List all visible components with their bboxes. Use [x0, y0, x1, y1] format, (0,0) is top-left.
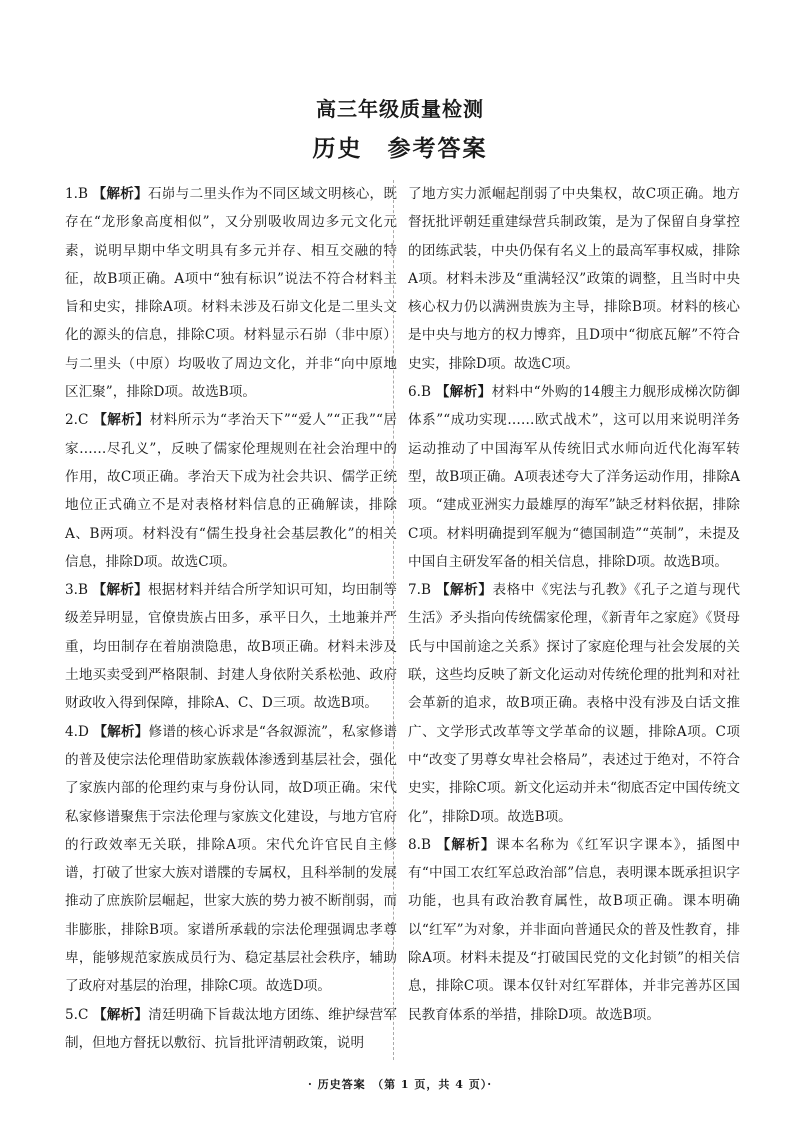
- subject-title: 历史 参考答案: [312, 135, 488, 162]
- answer-item-5-continued: [408, 180, 740, 378]
- answer-number: 4.D: [65, 723, 89, 740]
- answer-number: 2.C: [65, 412, 89, 429]
- answer-number: 5.C: [65, 1006, 89, 1023]
- answer-number: 1.B: [65, 186, 88, 202]
- answer-number: 3.B: [65, 582, 88, 599]
- answer-item-1: [65, 180, 397, 406]
- answer-item-7: [408, 576, 740, 831]
- column-divider: [393, 180, 394, 1060]
- answer-item-6: [408, 378, 740, 576]
- analysis-tag: 【解析】: [436, 836, 496, 853]
- answer-text: 石峁与二里头作为不同区域文明核心，既存在“龙形象高度相似”，又分别吸收周边多元文化元素，说明早期中华文明具有多元并存、相互交融的特征，故B项正确。A项中“独有标识”说法不符合材料主旨和史实，排除A项。材料未涉及石峁文化是二里头文化的源头的信息，排除C项。材料显示石峁（非中原）与二里头（中原）均吸收了周边文化，并非“向中原地区汇聚”，排除D项。故选B项。: [65, 186, 397, 401]
- analysis-tag: 【解析】: [93, 412, 150, 429]
- right-column: [408, 180, 740, 1029]
- left-column: [65, 180, 397, 1057]
- analysis-tag: 【解析】: [435, 384, 492, 401]
- answer-number: 8.B: [408, 836, 431, 853]
- analysis-tag: 【解析】: [435, 582, 493, 599]
- answer-text: 清廷明确下旨裁汰地方团练、维护绿营军制，但地方督抚以敷衍、抗旨批评清朝政策，说明: [65, 1006, 397, 1051]
- answer-text: 材料中“外购的14艘主力舰形成梯次防御体系”“成功实现……欧式战术”，这可以用来说明洋务运动推动了中国海军从传统旧式水师向近代化海军转型，故B项正确。A项表述夸大了洋务运动作用，排除A项。“建成亚洲实力最雄厚的海军”缺乏材料依据，排除C项。材料明确提到军舰为“德国制造”“英制”，未提及中国自主研发军备的相关信息，排除D项。故选B项。: [408, 384, 740, 570]
- answer-item-5: [65, 1001, 397, 1058]
- analysis-tag: 【解析】: [92, 186, 148, 202]
- analysis-tag: 【解析】: [92, 582, 148, 599]
- analysis-tag: 【解析】: [92, 1006, 149, 1023]
- answer-item-3: [65, 576, 397, 717]
- answer-text: 材料所示为“孝治天下”“爱人”“正我”“居家……尽孔义”，反映了儒家伦理规则在社会治理中的作用，故C项正确。孝治天下成为社会共识、儒学正统地位正式确立不是对表格材料信息的正确解读，排除A、B两项。材料没有“儒生投身社会基层教化”的相关信息，排除D项。故选C项。: [65, 412, 398, 570]
- answer-text: 表格中《宪法与孔教》《孔子之道与现代生活》矛头指向传统儒家伦理，《新青年之家庭》《贤母氏与中国前途之关系》探讨了家庭伦理与社会发展的关联，这些均反映了新文化运动对传统伦理的批判和对社会革新的追求，故B项正确。表格中没有涉及白话文推广、文学形式改革等文学革命的议题，排除A项。C项中“改变了男尊女卑社会格局”，表述过于绝对，不符合史实，排除C项。新文化运动并未“彻底否定中国传统文化”，排除D项。故选B项。: [408, 582, 740, 825]
- answer-number: 6.B: [408, 384, 431, 401]
- answer-item-4: [65, 718, 397, 1001]
- answer-text: 了地方实力派崛起削弱了中央集权，故C项正确。地方督抚批评朝廷重建绿营兵制政策，是为了保留自身掌控的团练武装，中央仍保有名义上的最高军事权威，排除A项。材料未涉及“重满轻汉”政策的调整，且当时中央核心权力仍以满洲贵族为主导，排除B项。材料的核心是中央与地方的权力博弈，且D项中“彻底瓦解”不符合史实，排除D项。故选C项。: [408, 186, 740, 372]
- answer-text: 课本名称为《红军识字课本》，插图中有“中国工农红军总政治部”信息，表明课本既承担识字功能，也具有政治教育属性，故B项正确。课本明确以“红军”为对象，并非面向普通民众的普及性教育，排除A项。材料未提及“打破国民党的文化封锁”的相关信息，排除C项。课本仅针对红军群体，并非完善苏区国民教育体系的举措，排除D项。故选B项。: [408, 836, 741, 1023]
- page-footer: · 历史答案 （第 1 页，共 4 页）·: [307, 1078, 493, 1091]
- answer-item-8: [408, 831, 740, 1029]
- answer-item-2: [65, 406, 397, 576]
- analysis-tag: 【解析】: [93, 723, 149, 740]
- answer-text: 根据材料并结合所学知识可知，均田制等级差异明显，官僚贵族占田多，承平日久，土地兼并严重，均田制存在着崩溃隐患，故B项正确。材料未涉及土地买卖受到严格限制、封建人身依附关系松弛、政府财政收入得到保障，排除A、C、D三项。故选B项。: [65, 582, 397, 712]
- exam-title: 高三年级质量检测: [316, 97, 484, 121]
- answer-text: 修谱的核心诉求是“各叙源流”，私家修谱的普及使宗法伦理借助家族载体渗透到基层社会，强化了家族内部的伦理约束与身份认同，故D项正确。宋代私家修谱聚焦于宗法伦理与家族文化建设，与地方官府的行政效率无关联，排除A项。宋代允许官民自主修谱，打破了世家大族对谱牒的专属权，且科举制的发展推动了庶族阶层崛起，世家大族的势力被不断削弱，而非膨胀，排除B项。家谱所承载的宗法伦理强调忠孝尊卑，能够规范家族成员行为、稳定基层社会秩序，辅助了政府对基层的治理，排除C项。故选D项。: [65, 723, 397, 995]
- answer-number: 7.B: [408, 582, 431, 599]
